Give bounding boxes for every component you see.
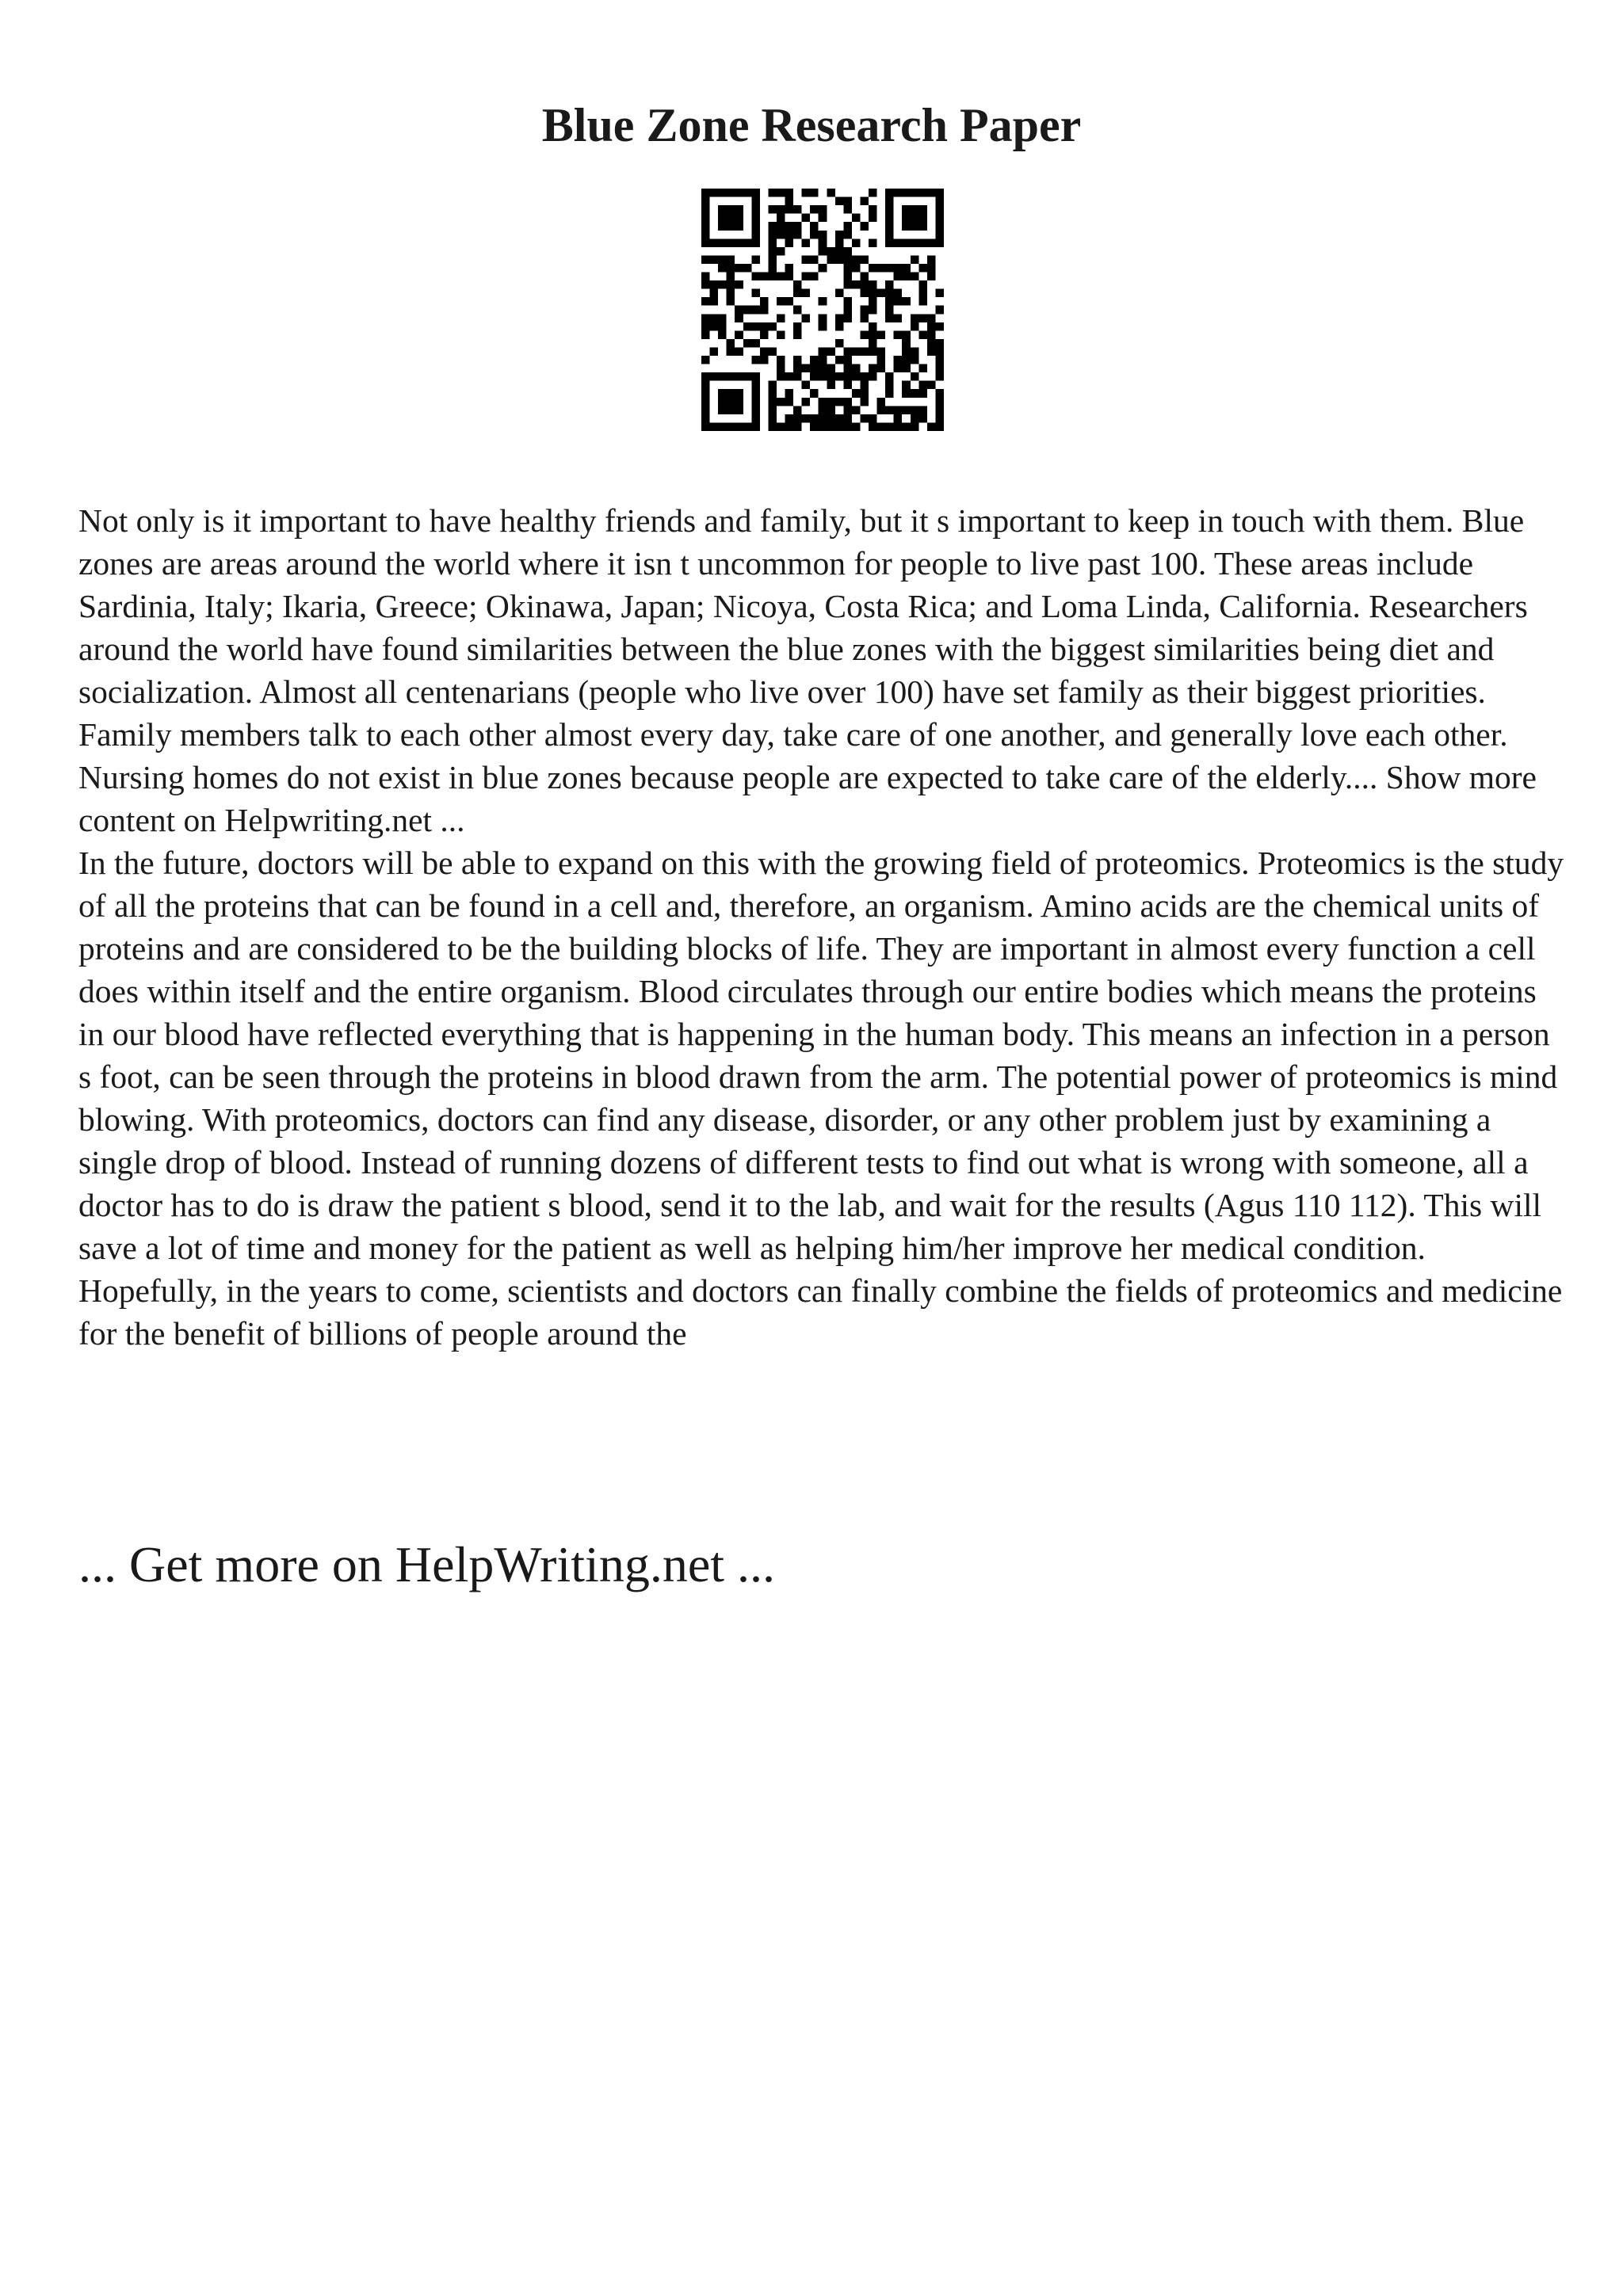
paragraph-1: Not only is it important to have healthy friends and family, but it s important to keep in touch with them. Blue zones are areas around the world where it isn t uncommon for people to live past 100. These areas include Sardinia, Italy; Ikaria, Greece; Okinawa, Japan; Nicoya, Costa Rica; and Loma Linda, California. Researchers around the world have found similarities between the blue zones with the biggest similarities being diet and socialization. Almost all centenarians (people who live over 100) have set family as their biggest priorities. Family members talk to each other almost every day, take care of one another, and generally love each other. Nursing homes do not exist in blue zones because people are expected to take care of the elderly.... Show more content on Helpwriting.net ... [78, 502, 1537, 838]
qr-code-icon [701, 189, 944, 431]
get-more-link[interactable]: ... Get more on HelpWriting.net ... [78, 1536, 775, 1592]
page-title: Blue Zone Research Paper [541, 99, 1082, 151]
document-body [78, 499, 1568, 1355]
paragraph-2: In the future, doctors will be able to expand on this with the growing field of proteomics. Proteomics is the study of all the proteins that can be found in a cell and, therefore, an organism. Amino acids are the chemical units of proteins and are considered to be the building blocks of life. They are important in almost every function a cell does within itself and the entire organism. Blood circulates through our entire bodies which means the proteins in our blood have reflected everything that is happening in the human body. This means an infection in a person s foot, can be seen through the proteins in blood drawn from the arm. The potential power of proteomics is mind blowing. With proteomics, doctors can find any disease, disorder, or any other problem just by examining a single drop of blood. Instead of running dozens of different tests to find out what is wrong with someone, all a doctor has to do is draw the patient s blood, send it to the lab, and wait for the results (Agus 110 112). This will save a lot of time and money for the patient as well as helping him/her improve her medical condition. Hopefully, in the years to come, scientists and doctors can finally combine the fields of proteomics and medicine for the benefit of billions of people around the [78, 845, 1564, 1352]
